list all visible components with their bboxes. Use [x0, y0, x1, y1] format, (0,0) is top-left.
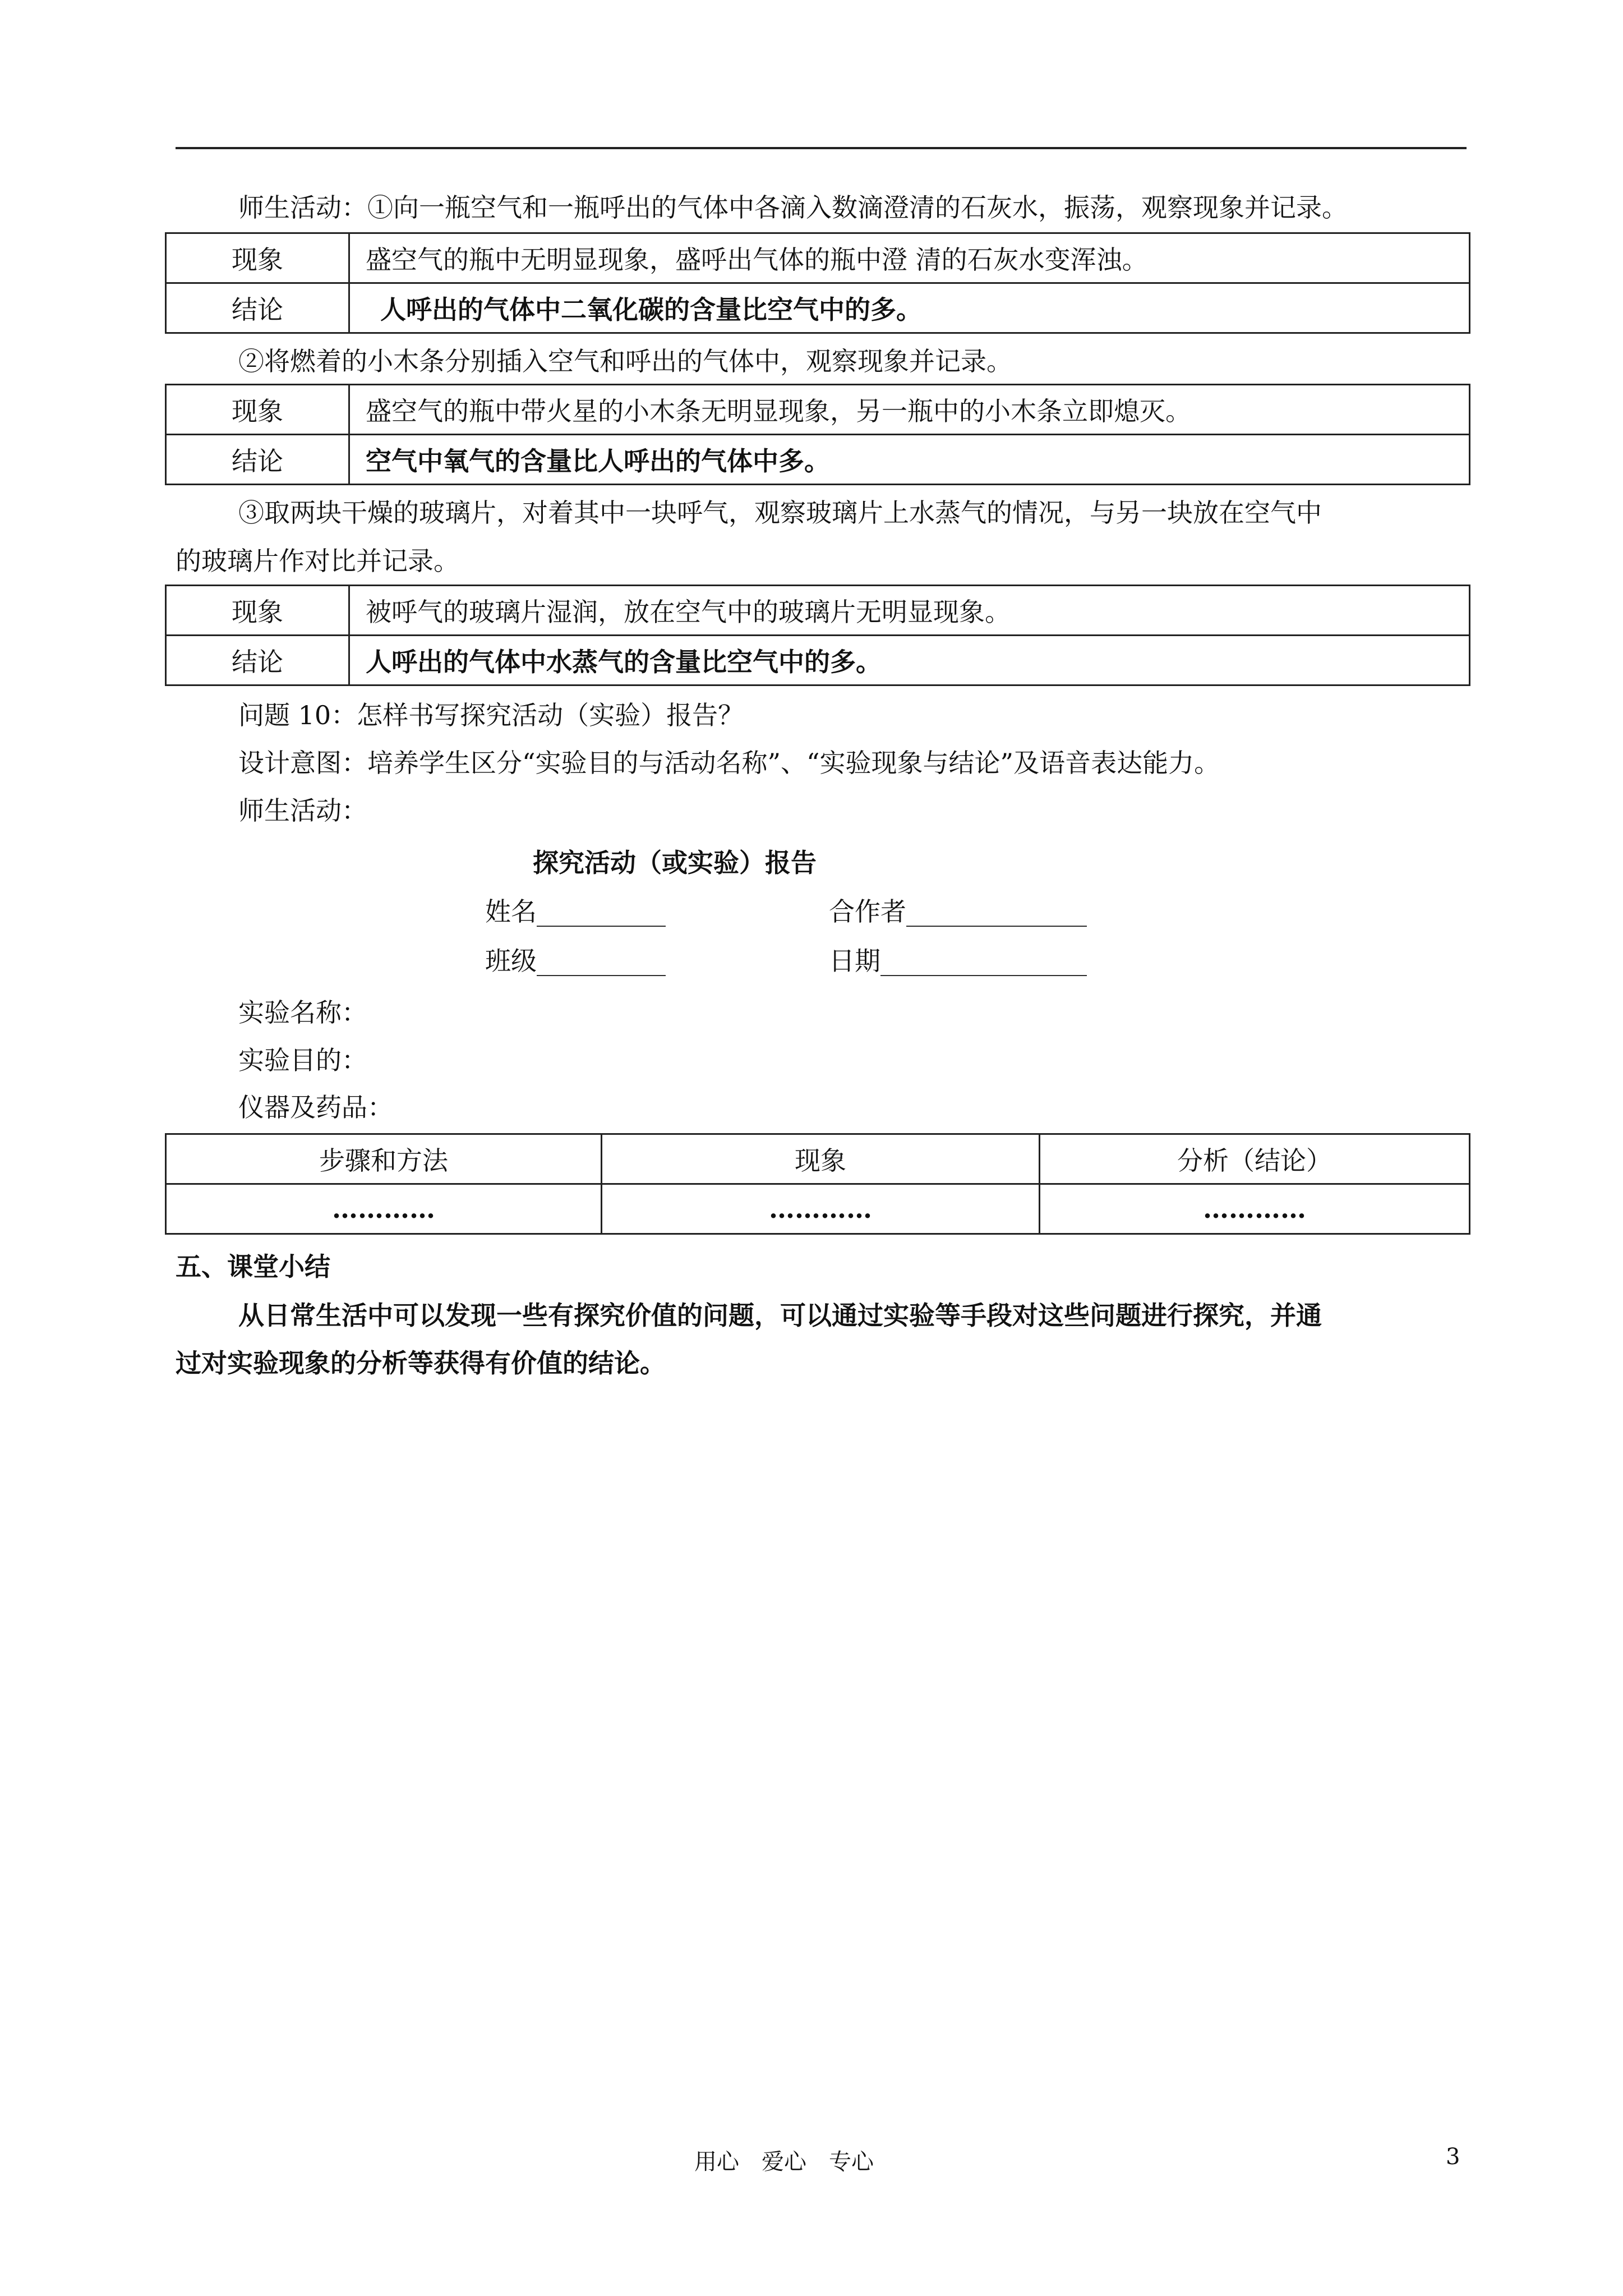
activity1-intro: 师生活动：①向一瓶空气和一瓶呼出的气体中各滴入数滴澄清的石灰水，振荡，观察现象并记录。	[238, 192, 1348, 223]
table-header-row	[166, 1134, 1470, 1184]
activity2-table	[165, 384, 1470, 485]
activity3-table	[165, 585, 1470, 686]
activity1-table	[165, 232, 1470, 334]
report-date-field: 日期________________	[829, 946, 1087, 976]
phenomenon-label: 现象	[166, 586, 349, 636]
summary-line1: 从日常生活中可以发现一些有探究价值的问题，可以通过实验等手段对这些问题进行探究，并通	[238, 1300, 1322, 1331]
conclusion-label: 结论	[166, 435, 349, 485]
header-steps: 步骤和方法	[166, 1134, 602, 1184]
report-instruments: 仪器及药品：	[238, 1092, 393, 1122]
summary-heading: 五、课堂小结	[176, 1251, 330, 1282]
design-intent: 设计意图：培养学生区分“实验目的与活动名称”、“实验现象与结论”及语音表达能力。	[238, 748, 1220, 778]
report-title: 探究活动（或实验）报告	[533, 848, 817, 878]
phenomenon-label: 现象	[166, 385, 349, 435]
activity3-intro-line2: 的玻璃片作对比并记录。	[176, 546, 459, 576]
cell-phenomenon: …………	[602, 1184, 1040, 1234]
report-steps-table	[165, 1133, 1470, 1235]
page-number: 3	[1446, 2144, 1460, 2170]
summary-line2: 过对实验现象的分析等获得有价值的结论。	[176, 1348, 666, 1378]
report-name-field: 姓名__________	[485, 896, 666, 927]
header-phenomenon: 现象	[602, 1134, 1040, 1184]
activity3-intro-line1: ③取两块干燥的玻璃片，对着其中一块呼气，观察玻璃片上水蒸气的情况，与另一块放在空气中	[238, 498, 1322, 528]
report-exp-name: 实验名称：	[238, 997, 367, 1028]
table-row	[166, 435, 1470, 485]
report-class-field: 班级__________	[485, 946, 666, 976]
cell-steps: …………	[166, 1184, 602, 1234]
table-row	[166, 586, 1470, 636]
table-row	[166, 636, 1470, 685]
conclusion-text: 空气中氧气的含量比人呼出的气体中多。	[349, 435, 1470, 485]
conclusion-text: 人呼出的气体中水蒸气的含量比空气中的多。	[349, 636, 1470, 685]
header-analysis: 分析（结论）	[1040, 1134, 1470, 1184]
phenomenon-text: 被呼气的玻璃片湿润，放在空气中的玻璃片无明显现象。	[349, 586, 1470, 636]
conclusion-text: 人呼出的气体中二氧化碳的含量比空气中的多。	[349, 283, 1470, 333]
conclusion-label: 结论	[166, 636, 349, 685]
phenomenon-text: 盛空气的瓶中带火星的小木条无明显现象，另一瓶中的小木条立即熄灭。	[349, 385, 1470, 435]
activity2-intro: ②将燃着的小木条分别插入空气和呼出的气体中，观察现象并记录。	[238, 346, 1012, 376]
report-partner-field: 合作者______________	[829, 896, 1087, 927]
question-10: 问题 10：怎样书写探究活动（实验）报告？	[238, 700, 744, 730]
teacher-activity: 师生活动：	[238, 795, 367, 826]
table-row	[166, 283, 1470, 333]
conclusion-label: 结论	[166, 283, 349, 333]
table-row	[166, 233, 1470, 283]
phenomenon-text: 盛空气的瓶中无明显现象，盛呼出气体的瓶中澄 清的石灰水变浑浊。	[349, 233, 1470, 283]
table-row	[166, 1184, 1470, 1234]
table-row	[166, 385, 1470, 435]
cell-analysis: …………	[1040, 1184, 1470, 1234]
header-rule	[176, 147, 1467, 149]
report-exp-purpose: 实验目的：	[238, 1045, 367, 1075]
phenomenon-label: 现象	[166, 233, 349, 283]
footer-motto: 用心 爱心 专心	[694, 2149, 874, 2175]
